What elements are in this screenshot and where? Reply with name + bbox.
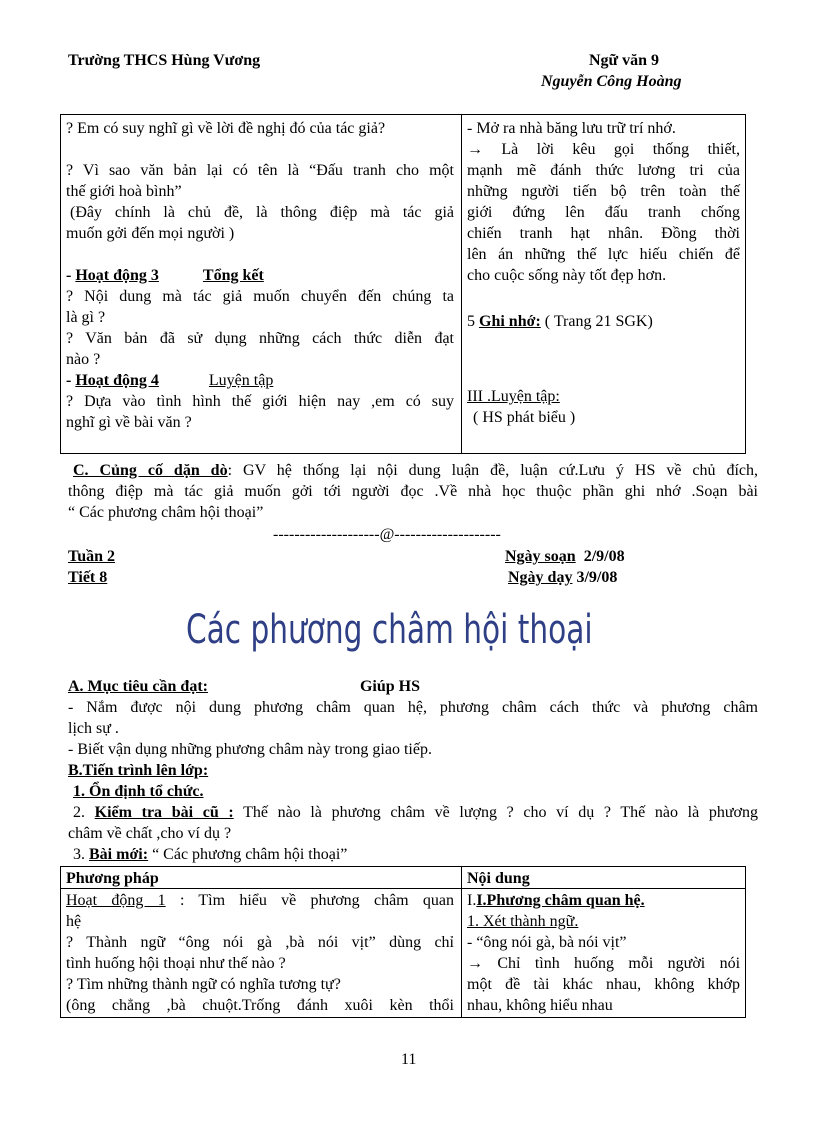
- table-2-right-cell: [467, 890, 740, 1016]
- objective-2: - Biết vận dụng những phương châm này trong giao tiếp.: [68, 741, 432, 758]
- school-name: Trường THCS Hùng Vương: [68, 52, 261, 69]
- answer-2-line-5: chiến tranh hạt nhân. Đồng thời: [467, 225, 740, 242]
- answer-2-line-4: giới đứng lên đấu tranh chống: [467, 204, 740, 221]
- step-2-line-2: châm về chất ,cho ví dụ ?: [68, 825, 232, 842]
- table-1-divider: [461, 114, 462, 454]
- theme-note-line-1: (Đây chính là chủ đề, là thông điệp mà tác giả: [70, 204, 454, 221]
- question-5-line-2: nghĩ gì về bài văn ?: [66, 414, 192, 431]
- teach-date: Ngày dạy 3/9/08: [508, 569, 618, 586]
- consolidation-line-1: C. Củng cố dặn dò: GV hệ thống lại nội dung luận đề, luận cứ.Lưu ý HS về chủ đích,: [73, 462, 759, 479]
- practice-heading: III .Luyện tập:: [467, 388, 560, 405]
- answer-1: - Mở ra nhà băng lưu trữ trí nhớ.: [467, 120, 676, 137]
- activity-4-heading: - Hoạt động 4 Luyện tập: [66, 372, 274, 389]
- question-2-line-1: ? Vì sao văn bản lại có tên là “Đấu tranh cho một: [66, 162, 454, 179]
- activity-3-label: Hoạt động 3: [75, 267, 159, 284]
- question-4-line-1: ? Văn bản đã sử dụng những cách thức diễn đạt: [66, 330, 454, 347]
- question-2-line-2: thế giới hoà bình”: [66, 183, 182, 200]
- idiom-explain-line-3: nhau, không hiểu nhau: [467, 997, 613, 1014]
- answer-2-line-6: lên án những thế lực hiếu chiến để: [467, 246, 740, 263]
- idiom-text: - “ông nói gà, bà nói vịt”: [467, 934, 627, 951]
- question-1: ? Em có suy nghĩ gì về lời đề nghị đó của tác giả?: [66, 120, 386, 137]
- answer-2-line-3: những người tiến bộ trên toàn thế: [467, 183, 740, 200]
- step-2-line-1: 2. Kiểm tra bài cũ : Thế nào là phương châm về lượng ? cho ví dụ ? Thế nào là phương: [73, 804, 759, 821]
- activity-1-label: Hoạt động 1: [66, 892, 166, 909]
- column-header-content: Nội dung: [467, 870, 530, 887]
- process-heading: B.Tiến trình lên lớp:: [68, 762, 209, 779]
- consolidation-line-2: thông điệp mà tác giả muốn gởi tới người đọc .Về nhà học thuộc phần ghi nhớ .Soạn bài: [68, 483, 758, 500]
- step-1: 1. Ổn định tổ chức.: [73, 783, 204, 800]
- consolidation-section: [68, 460, 758, 523]
- arrow-right-icon: →: [467, 141, 483, 158]
- ghi-nho-ref: ( Trang 21 SGK): [544, 313, 653, 330]
- t2-question-3: (ông chẳng ,bà chuột.Trống đánh xuôi kèn thổi: [66, 997, 454, 1014]
- answer-2-line-7: cho cuộc sống này tốt đẹp hơn.: [467, 267, 667, 284]
- ghi-nho-line: 5 Ghi nhớ: ( Trang 21 SGK): [467, 313, 653, 330]
- activity-3-title: Tổng kết: [202, 267, 264, 284]
- table-2-left-cell: [66, 890, 454, 1016]
- activity-3-heading: - Hoạt động 3 Tổng kết: [66, 267, 264, 284]
- t2-question-1-line-2: tình huống hội thoại như thế nào ?: [66, 955, 286, 972]
- question-3-line-1: ? Nội dung mà tác giả muốn chuyển đến chúng ta: [66, 288, 454, 305]
- objectives-section: [68, 676, 758, 865]
- activity-1-heading: Hoạt động 1 : Tìm hiểu về phương châm quan: [66, 892, 454, 909]
- column-header-method: Phương pháp: [66, 870, 159, 887]
- idiom-heading: 1. Xét thành ngữ.: [467, 913, 579, 930]
- question-5-line-1: ? Dựa vào tình hình thế giới hiện nay ,em có suy: [66, 393, 454, 410]
- objectives-heading: A. Mục tiêu cần đạt: Giúp HS: [68, 678, 421, 695]
- teacher-name: Nguyễn Công Hoàng: [541, 73, 682, 90]
- activity-4-title: Luyện tập: [208, 372, 274, 389]
- table-2-header-rule: [60, 888, 746, 889]
- activity-1-line-2: hệ: [66, 913, 82, 930]
- step-2-label: Kiểm tra bài cũ :: [94, 804, 234, 821]
- consolidation-line-3: “ Các phương châm hội thoại”: [68, 504, 264, 521]
- lesson-title: Các phương châm hội thoại: [186, 607, 593, 653]
- step-3: 3. Bài mới: “ Các phương châm hội thoại”: [73, 846, 348, 863]
- ghi-nho-label: Ghi nhớ:: [479, 313, 541, 330]
- period-label: Tiết 8: [68, 569, 108, 586]
- answer-2-line-1: → Là lời kêu gọi thống thiết,: [467, 141, 740, 158]
- arrow-right-icon: →: [467, 955, 483, 972]
- question-3-line-2: là gì ?: [66, 309, 106, 326]
- prep-date: Ngày soạn 2/9/08: [505, 548, 625, 565]
- answer-2-line-2: mạnh mẽ đánh thức lương tri của: [467, 162, 740, 179]
- objective-1-line-2: lịch sự .: [68, 720, 119, 737]
- consolidation-label: C. Củng cố dặn dò: [73, 462, 228, 479]
- section-divider: --------------------@--------------------: [273, 526, 501, 543]
- t2-question-2: ? Tìm những thành ngữ có nghĩa tương tự?: [66, 976, 341, 993]
- t2-question-1-line-1: ? Thành ngữ “ông nói gà ,bà nói vịt” dùng chỉ: [66, 934, 454, 951]
- question-4-line-2: nào ?: [66, 351, 101, 368]
- week-label: Tuần 2: [68, 548, 115, 565]
- step-3-label: Bài mới:: [89, 846, 149, 863]
- idiom-explain-line-2: một đề tài khác nhau, không khớp: [467, 976, 740, 993]
- table-1-left-cell: [66, 118, 454, 433]
- activity-4-label: Hoạt động 4: [75, 372, 159, 389]
- idiom-explain-line-1: → Chỉ tình huống mỗi người nói: [467, 955, 741, 972]
- page-number: 11: [401, 1051, 417, 1068]
- objectives-help: Giúp HS: [359, 678, 421, 695]
- objective-1-line-1: - Nắm được nội dung phương châm quan hệ, phương châm cách thức và phương châm: [68, 699, 758, 716]
- practice-note: ( HS phát biểu ): [473, 409, 576, 426]
- subject-name: Ngữ văn 9: [589, 52, 660, 69]
- relation-heading: I.I.Phương châm quan hệ.: [467, 892, 645, 909]
- table-1-right-cell: [467, 118, 740, 428]
- theme-note-line-2: muốn gởi đến mọi người ): [66, 225, 235, 242]
